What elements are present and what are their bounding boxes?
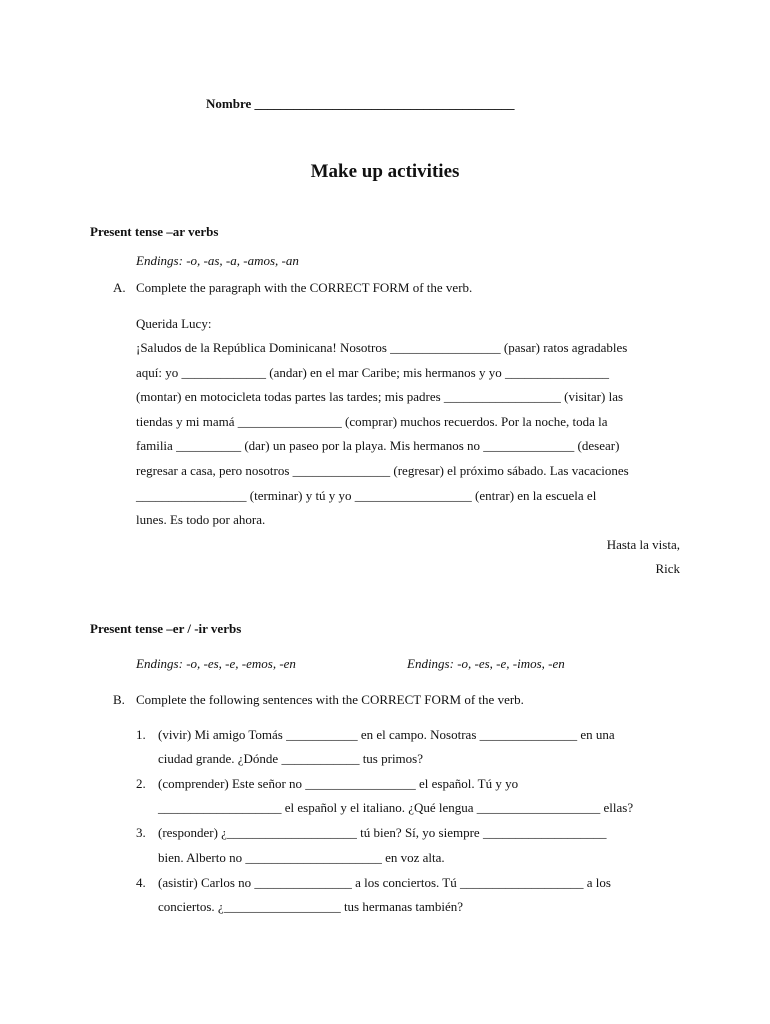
exercise-line: (comprender) Este señor no _________________ el español. Tú y yo: [158, 776, 519, 791]
letter-line: lunes. Es todo por ahora.: [136, 512, 266, 527]
letter-line: regresar a casa, pero nosotros _______________ (regresar) el próximo sábado. Las vacaciones: [136, 463, 629, 478]
section-heading-ar: Present tense –ar verbs: [90, 224, 219, 239]
item-number: 2.: [136, 776, 146, 791]
letter-line: (montar) en motocicleta todas partes las tardes; mis padres __________________ (visitar) las: [136, 389, 624, 404]
section-heading-er-ir: Present tense –er / -ir verbs: [90, 621, 242, 636]
endings-ar: Endings: -o, -as, -a, -amos, -an: [136, 253, 299, 268]
letter-line: familia __________ (dar) un paseo por la playa. Mis hermanos no ______________ (desear): [136, 438, 620, 453]
letter-line: _________________ (terminar) y tú y yo __________________ (entrar) en la escuela el: [136, 488, 597, 503]
exercise-line: ciudad grande. ¿Dónde ____________ tus primos?: [158, 751, 424, 766]
endings-ir: Endings: -o, -es, -e, -imos, -en: [407, 656, 565, 671]
letter-line: aquí: yo _____________ (andar) en el mar Caribe; mis hermanos y yo ________________: [136, 365, 609, 380]
instruction-marker-a: A.: [113, 280, 126, 295]
item-number: 4.: [136, 875, 146, 890]
exercise-line: ___________________ el español y el italiano. ¿Qué lengua ___________________ ellas?: [158, 800, 634, 815]
letter-line: tiendas y mi mamá ________________ (comprar) muchos recuerdos. Por la noche, toda la: [136, 414, 608, 429]
item-number: 1.: [136, 727, 146, 742]
instruction-b: Complete the following sentences with the CORRECT FORM of the verb.: [136, 692, 524, 707]
exercise-line: (responder) ¿____________________ tú bien? Sí, yo siempre ___________________: [158, 825, 607, 840]
exercise-line: conciertos. ¿__________________ tus hermanas también?: [158, 899, 464, 914]
letter-greeting: Querida Lucy:: [136, 316, 212, 331]
endings-er: Endings: -o, -es, -e, -emos, -en: [136, 656, 296, 671]
exercise-line: bien. Alberto no _____________________ en voz alta.: [158, 850, 445, 865]
exercise-line: (asistir) Carlos no _______________ a los conciertos. Tú ___________________ a los: [158, 875, 611, 890]
instruction-marker-b: B.: [113, 692, 125, 707]
item-number: 3.: [136, 825, 146, 840]
nombre-field: Nombre ________________________________________: [206, 96, 515, 111]
page-title: Make up activities: [310, 161, 460, 182]
instruction-a: Complete the paragraph with the CORRECT FORM of the verb.: [136, 280, 473, 295]
letter-line: ¡Saludos de la República Dominicana! Nosotros _________________ (pasar) ratos agradables: [136, 340, 628, 355]
letter-closing: Hasta la vista,: [606, 537, 680, 552]
letter-signature: Rick: [655, 561, 680, 576]
exercise-line: (vivir) Mi amigo Tomás ___________ en el campo. Nosotras _______________ en una: [158, 727, 615, 742]
